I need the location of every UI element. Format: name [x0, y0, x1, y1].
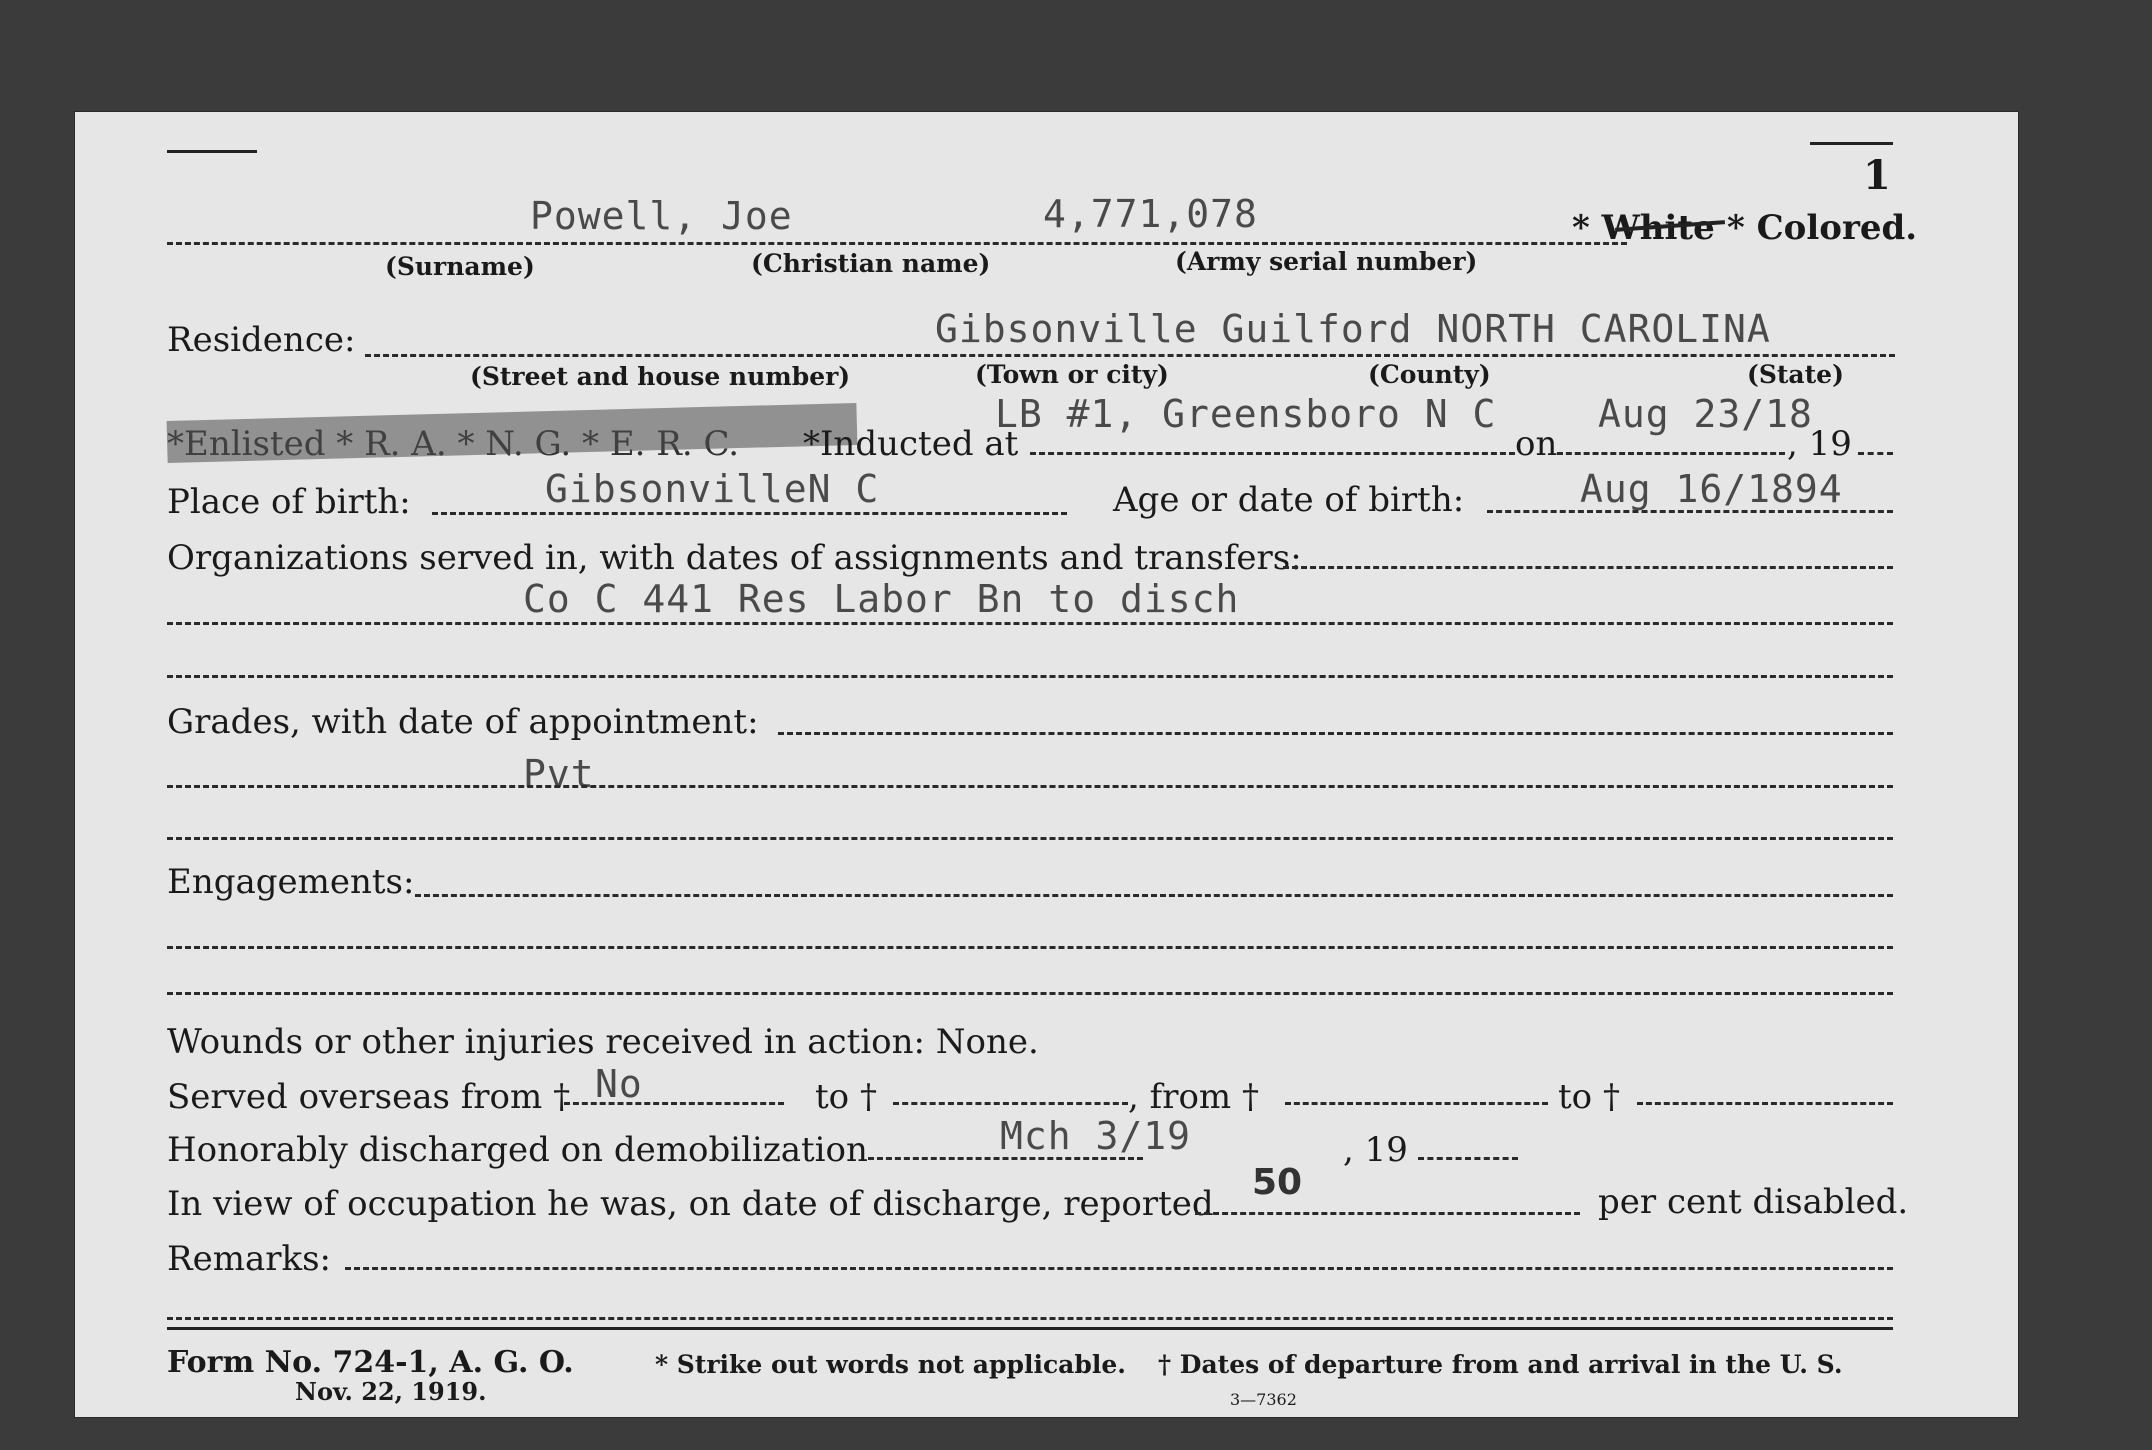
discharged-year-line [1418, 1157, 1518, 1160]
top-left-rule [167, 150, 257, 153]
inducted-line [1030, 452, 1515, 455]
overseas-to-1: to † [815, 1077, 877, 1117]
engagements-line-1 [415, 894, 1893, 897]
on-label: on [1515, 424, 1558, 464]
race-colored: * Colored. [1727, 208, 1918, 248]
name-line [167, 242, 1627, 245]
organizations-label: Organizations served in, with dates of assignments and transfers: [167, 538, 1302, 578]
overseas-to-2-line [1637, 1102, 1893, 1105]
street-caption: (Street and house number) [470, 362, 851, 391]
grades-label: Grades, with date of appointment: [167, 702, 759, 742]
inducted-year-suffix: , 19 [1787, 424, 1852, 464]
county-caption: (County) [1368, 360, 1491, 389]
organizations-line-2 [167, 622, 1893, 625]
dagger-note: † Dates of departure from and arrival in the U. S. [1158, 1350, 1843, 1379]
serial-number-value: 4,771,078 [1043, 192, 1258, 236]
grades-line-2 [167, 785, 1893, 788]
race-white: * White [1572, 208, 1715, 248]
residence-value: Gibsonville Guilford NORTH CAROLINA [935, 307, 1771, 351]
age-line [1487, 510, 1893, 513]
birth-place-label: Place of birth: [167, 482, 411, 522]
age-label: Age or date of birth: [1113, 480, 1465, 520]
disabled-value: 50 [1252, 1162, 1303, 1203]
top-right-rule [1810, 142, 1893, 145]
birth-place-line [432, 512, 1067, 515]
remarks-line-1 [345, 1267, 1893, 1270]
service-record-card [75, 112, 2018, 1417]
inducted-place-value: LB #1, Greensboro N C [995, 392, 1497, 436]
organizations-line-3 [167, 675, 1893, 678]
card-number: 1 [1863, 152, 1891, 199]
inducted-date-value: Aug 23/18 [1598, 392, 1813, 436]
inducted-date-line [1557, 452, 1785, 455]
engagements-line-3 [167, 992, 1893, 995]
overseas-from-line [564, 1102, 784, 1105]
engagements-label: Engagements: [167, 862, 415, 902]
form-date: Nov. 22, 1919. [295, 1377, 487, 1406]
grades-line-3 [167, 837, 1893, 840]
discharged-value: Mch 3/19 [1000, 1114, 1192, 1158]
overseas-from-2-line [1285, 1102, 1548, 1105]
town-caption: (Town or city) [975, 360, 1169, 389]
birth-place-value: GibsonvilleN C [545, 467, 880, 511]
overseas-to-2: to † [1558, 1077, 1620, 1117]
overseas-value: No [595, 1062, 643, 1106]
remarks-line-2 [167, 1317, 1893, 1320]
footer-rule [167, 1327, 1893, 1330]
grades-line-1 [778, 732, 1893, 735]
residence-label: Residence: [167, 320, 356, 360]
remarks-label: Remarks: [167, 1239, 331, 1279]
disabled-label: In view of occupation he was, on date of discharge, reported [167, 1184, 1214, 1224]
form-number: Form No. 724-1, A. G. O. [167, 1345, 574, 1380]
organizations-value: Co C 441 Res Labor Bn to disch [523, 577, 1240, 621]
residence-line [365, 354, 1895, 357]
disabled-line [1195, 1212, 1580, 1215]
disabled-suffix: per cent disabled. [1598, 1182, 1909, 1222]
overseas-label: Served overseas from † [167, 1077, 571, 1117]
engagements-line-2 [167, 946, 1893, 949]
inducted-label: *Inducted at [803, 424, 1019, 464]
strike-note: * Strike out words not applicable. [655, 1350, 1126, 1379]
age-value: Aug 16/1894 [1580, 467, 1843, 511]
discharged-line [868, 1157, 1143, 1160]
grades-value: Pvt [523, 752, 595, 796]
state-caption: (State) [1747, 360, 1844, 389]
surname-caption: (Surname) [385, 252, 535, 281]
christian-name-caption: (Christian name) [751, 249, 991, 278]
overseas-to-line [893, 1102, 1128, 1105]
discharged-year: , 19 [1343, 1130, 1408, 1170]
overseas-from-2: , from † [1128, 1077, 1259, 1117]
organizations-line-1 [1283, 566, 1893, 569]
serial-caption: (Army serial number) [1175, 247, 1478, 276]
discharged-label: Honorably discharged on demobilization [167, 1130, 868, 1170]
print-code: 3—7362 [1230, 1390, 1297, 1409]
wounds-text: Wounds or other injuries received in action: None. [167, 1022, 1039, 1062]
inducted-year-line [1858, 452, 1893, 455]
surname-value: Powell, Joe [530, 194, 793, 238]
